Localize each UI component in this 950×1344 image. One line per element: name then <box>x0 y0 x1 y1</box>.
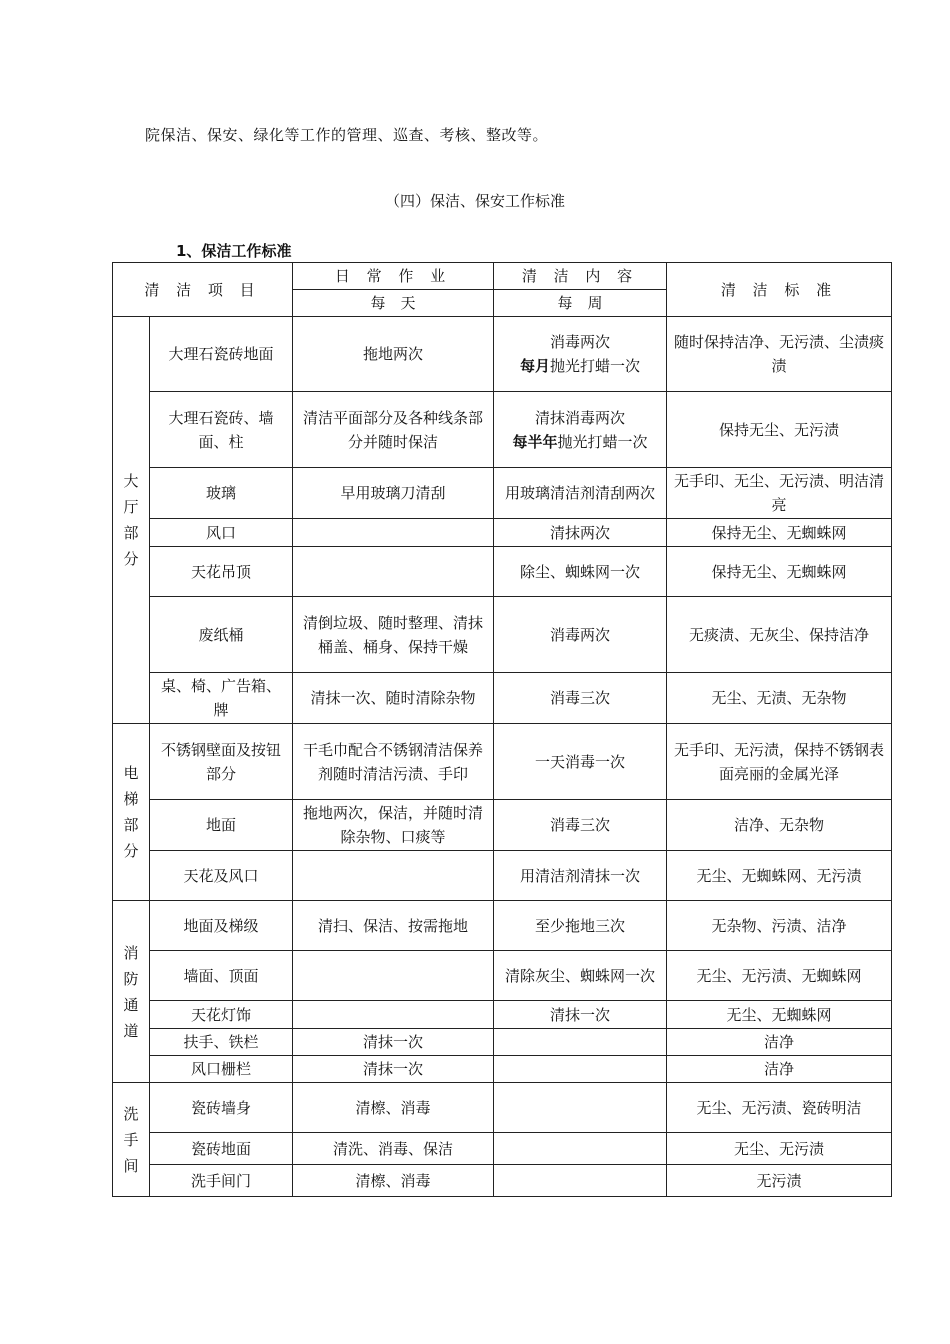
item-cell: 废纸桶 <box>150 597 293 673</box>
table-row <box>113 1056 892 1083</box>
item-cell: 地面及梯级 <box>150 901 293 951</box>
standard-cell: 无尘、无污渍、瓷砖明洁 <box>667 1083 892 1133</box>
standard-cell: 无尘、无蜘蛛网 <box>667 1001 892 1029</box>
weekly-text: 消毒两次 <box>549 333 610 351</box>
table-row <box>113 800 892 851</box>
header-every-week: 每 周 <box>494 290 667 317</box>
daily-cell <box>293 547 494 597</box>
weekly-cell: 除尘、蜘蛛网一次 <box>494 547 667 597</box>
item-cell: 墙面、顶面 <box>150 951 293 1001</box>
standard-cell: 洁净 <box>667 1056 892 1083</box>
header-item: 清 洁 项 目 <box>113 263 293 317</box>
daily-cell: 清檫、消毒 <box>293 1165 494 1197</box>
header-content: 清 洁 内 容 <box>494 263 667 290</box>
section-title: （四）保洁、保安工作标准 <box>384 192 565 210</box>
item-cell: 桌、椅、广告箱、牌 <box>150 673 293 724</box>
item-cell: 地面 <box>150 800 293 851</box>
header-daily: 日 常 作 业 <box>293 263 494 290</box>
standard-cell: 洁净、无杂物 <box>667 800 892 851</box>
item-cell: 扶手、铁栏 <box>150 1029 293 1056</box>
daily-cell: 清洗、消毒、保洁 <box>293 1133 494 1165</box>
table-row <box>113 1165 892 1197</box>
header-every-day: 每 天 <box>293 290 494 317</box>
category-cell <box>113 901 150 1083</box>
weekly-text: 抛光打蜡一次 <box>550 357 641 375</box>
weekly-cell: 用玻璃清洁剂清刮两次 <box>494 468 667 519</box>
weekly-cell: 一天消毒一次 <box>494 724 667 800</box>
table-row <box>113 1133 892 1165</box>
category-label: 洗手间 <box>123 1104 139 1175</box>
weekly-bold-text: 每半年 <box>512 432 558 451</box>
weekly-cell: 用清洁剂清抹一次 <box>494 851 667 901</box>
weekly-cell: 清抹一次 <box>494 1001 667 1029</box>
item-cell: 天花吊顶 <box>150 547 293 597</box>
item-cell: 大理石瓷砖地面 <box>150 317 293 392</box>
weekly-cell: 至少拖地三次 <box>494 901 667 951</box>
weekly-cell <box>494 392 667 468</box>
standard-cell: 无尘、无蜘蛛网、无污渍 <box>667 851 892 901</box>
weekly-cell: 消毒三次 <box>494 800 667 851</box>
daily-cell: 拖地两次 <box>293 317 494 392</box>
category-label: 消防通道 <box>123 943 139 1040</box>
header-standard: 清 洁 标 准 <box>667 263 892 317</box>
category-label: 大厅部分 <box>123 472 139 568</box>
daily-cell: 清扫、保洁、按需拖地 <box>293 901 494 951</box>
table-row <box>113 547 892 597</box>
standard-cell: 洁净 <box>667 1029 892 1056</box>
cleaning-standard-table <box>112 262 892 1197</box>
item-cell: 风口 <box>150 519 293 547</box>
table-row <box>113 851 892 901</box>
category-cell <box>113 724 150 901</box>
category-cell <box>113 317 150 724</box>
weekly-cell <box>494 1083 667 1133</box>
daily-cell: 早用玻璃刀清刮 <box>293 468 494 519</box>
daily-cell <box>293 951 494 1001</box>
category-cell <box>113 1083 150 1197</box>
weekly-text: 抛光打蜡一次 <box>557 432 648 451</box>
weekly-cell: 清抹两次 <box>494 519 667 547</box>
weekly-cell <box>494 317 667 392</box>
table-row <box>113 317 892 392</box>
weekly-cell <box>494 1133 667 1165</box>
table-row <box>113 1001 892 1029</box>
table-row <box>113 519 892 547</box>
standard-cell: 保持无尘、无蜘蛛网 <box>667 547 892 597</box>
table-row <box>113 901 892 951</box>
weekly-cell: 消毒三次 <box>494 673 667 724</box>
item-cell: 玻璃 <box>150 468 293 519</box>
standard-cell: 无痰渍、无灰尘、保持洁净 <box>667 597 892 673</box>
table-row <box>113 1029 892 1056</box>
daily-cell: 拖地两次，保洁，并随时清除杂物、口痰等 <box>293 800 494 851</box>
daily-cell: 清抹一次、随时清除杂物 <box>293 673 494 724</box>
table-row <box>113 724 892 800</box>
table-row <box>113 597 892 673</box>
category-label: 电梯部分 <box>123 764 139 860</box>
standard-cell: 随时保持洁净、无污渍、尘渍痰渍 <box>667 317 892 392</box>
sub-title: 1、保洁工作标准 <box>176 242 292 260</box>
header-row <box>113 263 892 290</box>
weekly-text: 清抹消毒两次 <box>534 408 625 427</box>
item-cell: 大理石瓷砖、墙面、柱 <box>150 392 293 468</box>
standard-cell: 无手印、无尘、无污渍、明洁清亮 <box>667 468 892 519</box>
weekly-cell: 消毒两次 <box>494 597 667 673</box>
daily-cell: 干毛巾配合不锈钢清洁保养剂随时清洁污渍、手印 <box>293 724 494 800</box>
table-row <box>113 1083 892 1133</box>
standard-cell: 无尘、无渍、无杂物 <box>667 673 892 724</box>
table-row <box>113 468 892 519</box>
standard-cell: 无尘、无污渍、无蜘蛛网 <box>667 951 892 1001</box>
weekly-cell <box>494 1029 667 1056</box>
intro-paragraph: 院保洁、保安、绿化等工作的管理、巡查、考核、整改等。 <box>145 126 549 144</box>
daily-cell <box>293 851 494 901</box>
standard-cell: 保持无尘、无污渍 <box>667 392 892 468</box>
item-cell: 天花及风口 <box>150 851 293 901</box>
table-row <box>113 392 892 468</box>
weekly-cell <box>494 1165 667 1197</box>
daily-cell: 清倒垃圾、随时整理、清抹桶盖、桶身、保持干燥 <box>293 597 494 673</box>
item-cell: 洗手间门 <box>150 1165 293 1197</box>
daily-cell: 清洁平面部分及各种线条部分并随时保洁 <box>293 392 494 468</box>
table-row <box>113 673 892 724</box>
daily-cell: 清抹一次 <box>293 1029 494 1056</box>
standard-cell: 无尘、无污渍 <box>667 1133 892 1165</box>
standard-cell: 无手印、无污渍，保持不锈钢表面亮丽的金属光泽 <box>667 724 892 800</box>
daily-cell <box>293 1001 494 1029</box>
item-cell: 瓷砖地面 <box>150 1133 293 1165</box>
weekly-cell <box>494 1056 667 1083</box>
item-cell: 瓷砖墙身 <box>150 1083 293 1133</box>
item-cell: 不锈钢壁面及按钮部分 <box>150 724 293 800</box>
weekly-cell: 清除灰尘、蜘蛛网一次 <box>494 951 667 1001</box>
table-row <box>113 951 892 1001</box>
daily-cell: 清抹一次 <box>293 1056 494 1083</box>
weekly-bold-text: 每月 <box>519 357 550 375</box>
daily-cell: 清檫、消毒 <box>293 1083 494 1133</box>
standard-cell: 无污渍 <box>667 1165 892 1197</box>
daily-cell <box>293 519 494 547</box>
standard-cell: 无杂物、污渍、洁净 <box>667 901 892 951</box>
item-cell: 风口栅栏 <box>150 1056 293 1083</box>
standard-cell: 保持无尘、无蜘蛛网 <box>667 519 892 547</box>
item-cell: 天花灯饰 <box>150 1001 293 1029</box>
